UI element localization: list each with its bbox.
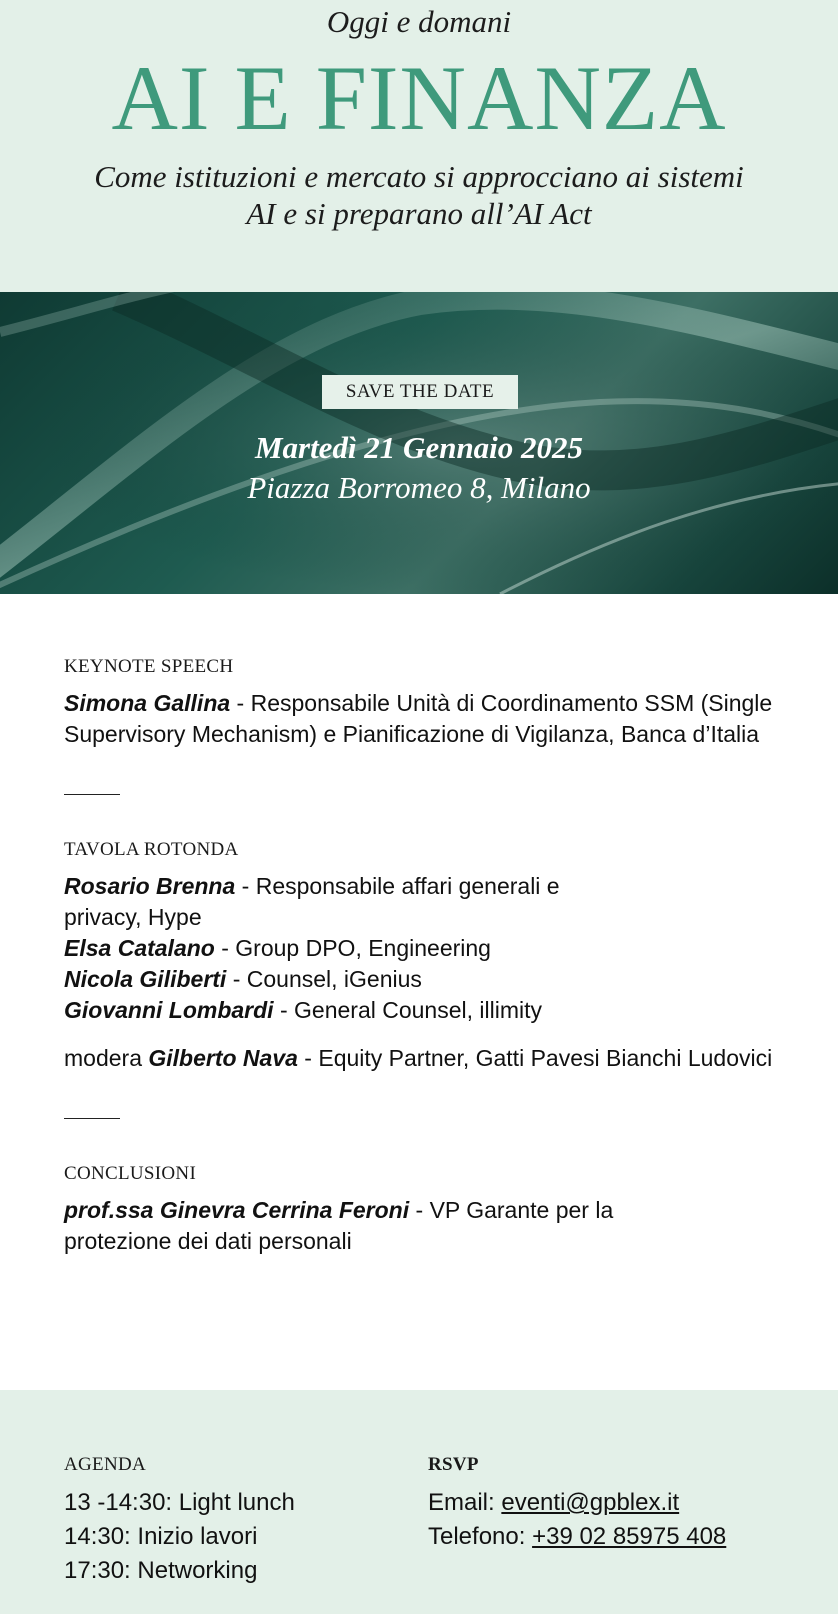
tagline: Oggi e domani (326, 4, 512, 39)
panelist (64, 933, 784, 964)
conclusions-heading: CONCLUSIONI (64, 1163, 197, 1184)
moderator-name: Gilberto Nava (148, 1045, 298, 1071)
event-date: Martedì 21 Gennaio 2025 (254, 430, 584, 465)
email-link[interactable]: eventi@gpblex.it (501, 1489, 680, 1516)
event-location: Piazza Borromeo 8, Milano (247, 470, 591, 505)
speaker-role: - Responsabile Unità di Coordinamento SSM (Single Supervisory Mechanism) e Pianificazione di Vigilanza, Banca d’Italia (64, 690, 773, 747)
subtitle-line-2: AI e si preparano all’AI Act (246, 196, 592, 231)
panelist (64, 964, 784, 995)
panelist-role: - Responsabile affari generali e privacy, Hype (64, 873, 560, 930)
panelist-role: - General Counsel, illimity (273, 997, 542, 1023)
header (0, 0, 838, 292)
panelist-name: Nicola Giliberti (64, 966, 227, 992)
program-content (64, 656, 784, 1257)
agenda-item: 14:30: Inizio lavori (64, 1523, 258, 1550)
save-the-date-badge: SAVE THE DATE (322, 375, 518, 409)
keynote-section (64, 656, 784, 750)
keynote-heading: KEYNOTE SPEECH (64, 656, 234, 677)
agenda-item: 17:30: Networking (64, 1557, 258, 1584)
phone-link[interactable]: +39 02 85975 408 (532, 1523, 727, 1550)
conclusions-section (64, 1163, 784, 1257)
moderator-role: - Equity Partner, Gatti Pavesi Bianchi Ludovici (297, 1045, 773, 1071)
roundtable-heading: TAVOLA ROTONDA (64, 839, 239, 860)
roundtable-section (64, 839, 784, 1074)
panelist-name: Giovanni Lombardi (64, 997, 274, 1023)
speaker-name: Simona Gallina (64, 690, 231, 716)
panelist (64, 871, 624, 933)
agenda-heading: AGENDA (64, 1454, 147, 1475)
email-label: Email: (428, 1489, 502, 1516)
section-divider (64, 1118, 120, 1119)
panelist-role: - Group DPO, Engineering (214, 935, 491, 961)
moderator-prefix: modera (64, 1045, 149, 1071)
rsvp-phone (428, 1520, 726, 1554)
agenda-item: 13 -14:30: Light lunch (64, 1489, 295, 1516)
panelist-role: - Counsel, iGenius (226, 966, 422, 992)
section-divider (64, 794, 120, 795)
banner-image (0, 292, 838, 594)
conclusions-speaker (64, 1195, 704, 1257)
phone-label: Telefono: (428, 1523, 533, 1550)
footer (0, 1390, 838, 1614)
rsvp-heading: RSVP (428, 1454, 479, 1475)
panelist (64, 995, 784, 1026)
panelist-name: Elsa Catalano (64, 935, 215, 961)
rsvp-section (428, 1454, 726, 1554)
keynote-speaker (64, 688, 784, 750)
speaker-name: prof.ssa Ginevra Cerrina Feroni (64, 1197, 410, 1223)
agenda-section (64, 1454, 295, 1588)
event-title: AI E FINANZA (111, 47, 727, 149)
moderator (64, 1043, 784, 1074)
panelist-name: Rosario Brenna (64, 873, 236, 899)
rsvp-email (428, 1486, 726, 1520)
event-subtitle (60, 158, 778, 232)
speaker-role: - VP Garante per la protezione dei dati personali (64, 1197, 614, 1254)
subtitle-line-1: Come istituzioni e mercato si approcciano ai sistemi (94, 159, 744, 194)
